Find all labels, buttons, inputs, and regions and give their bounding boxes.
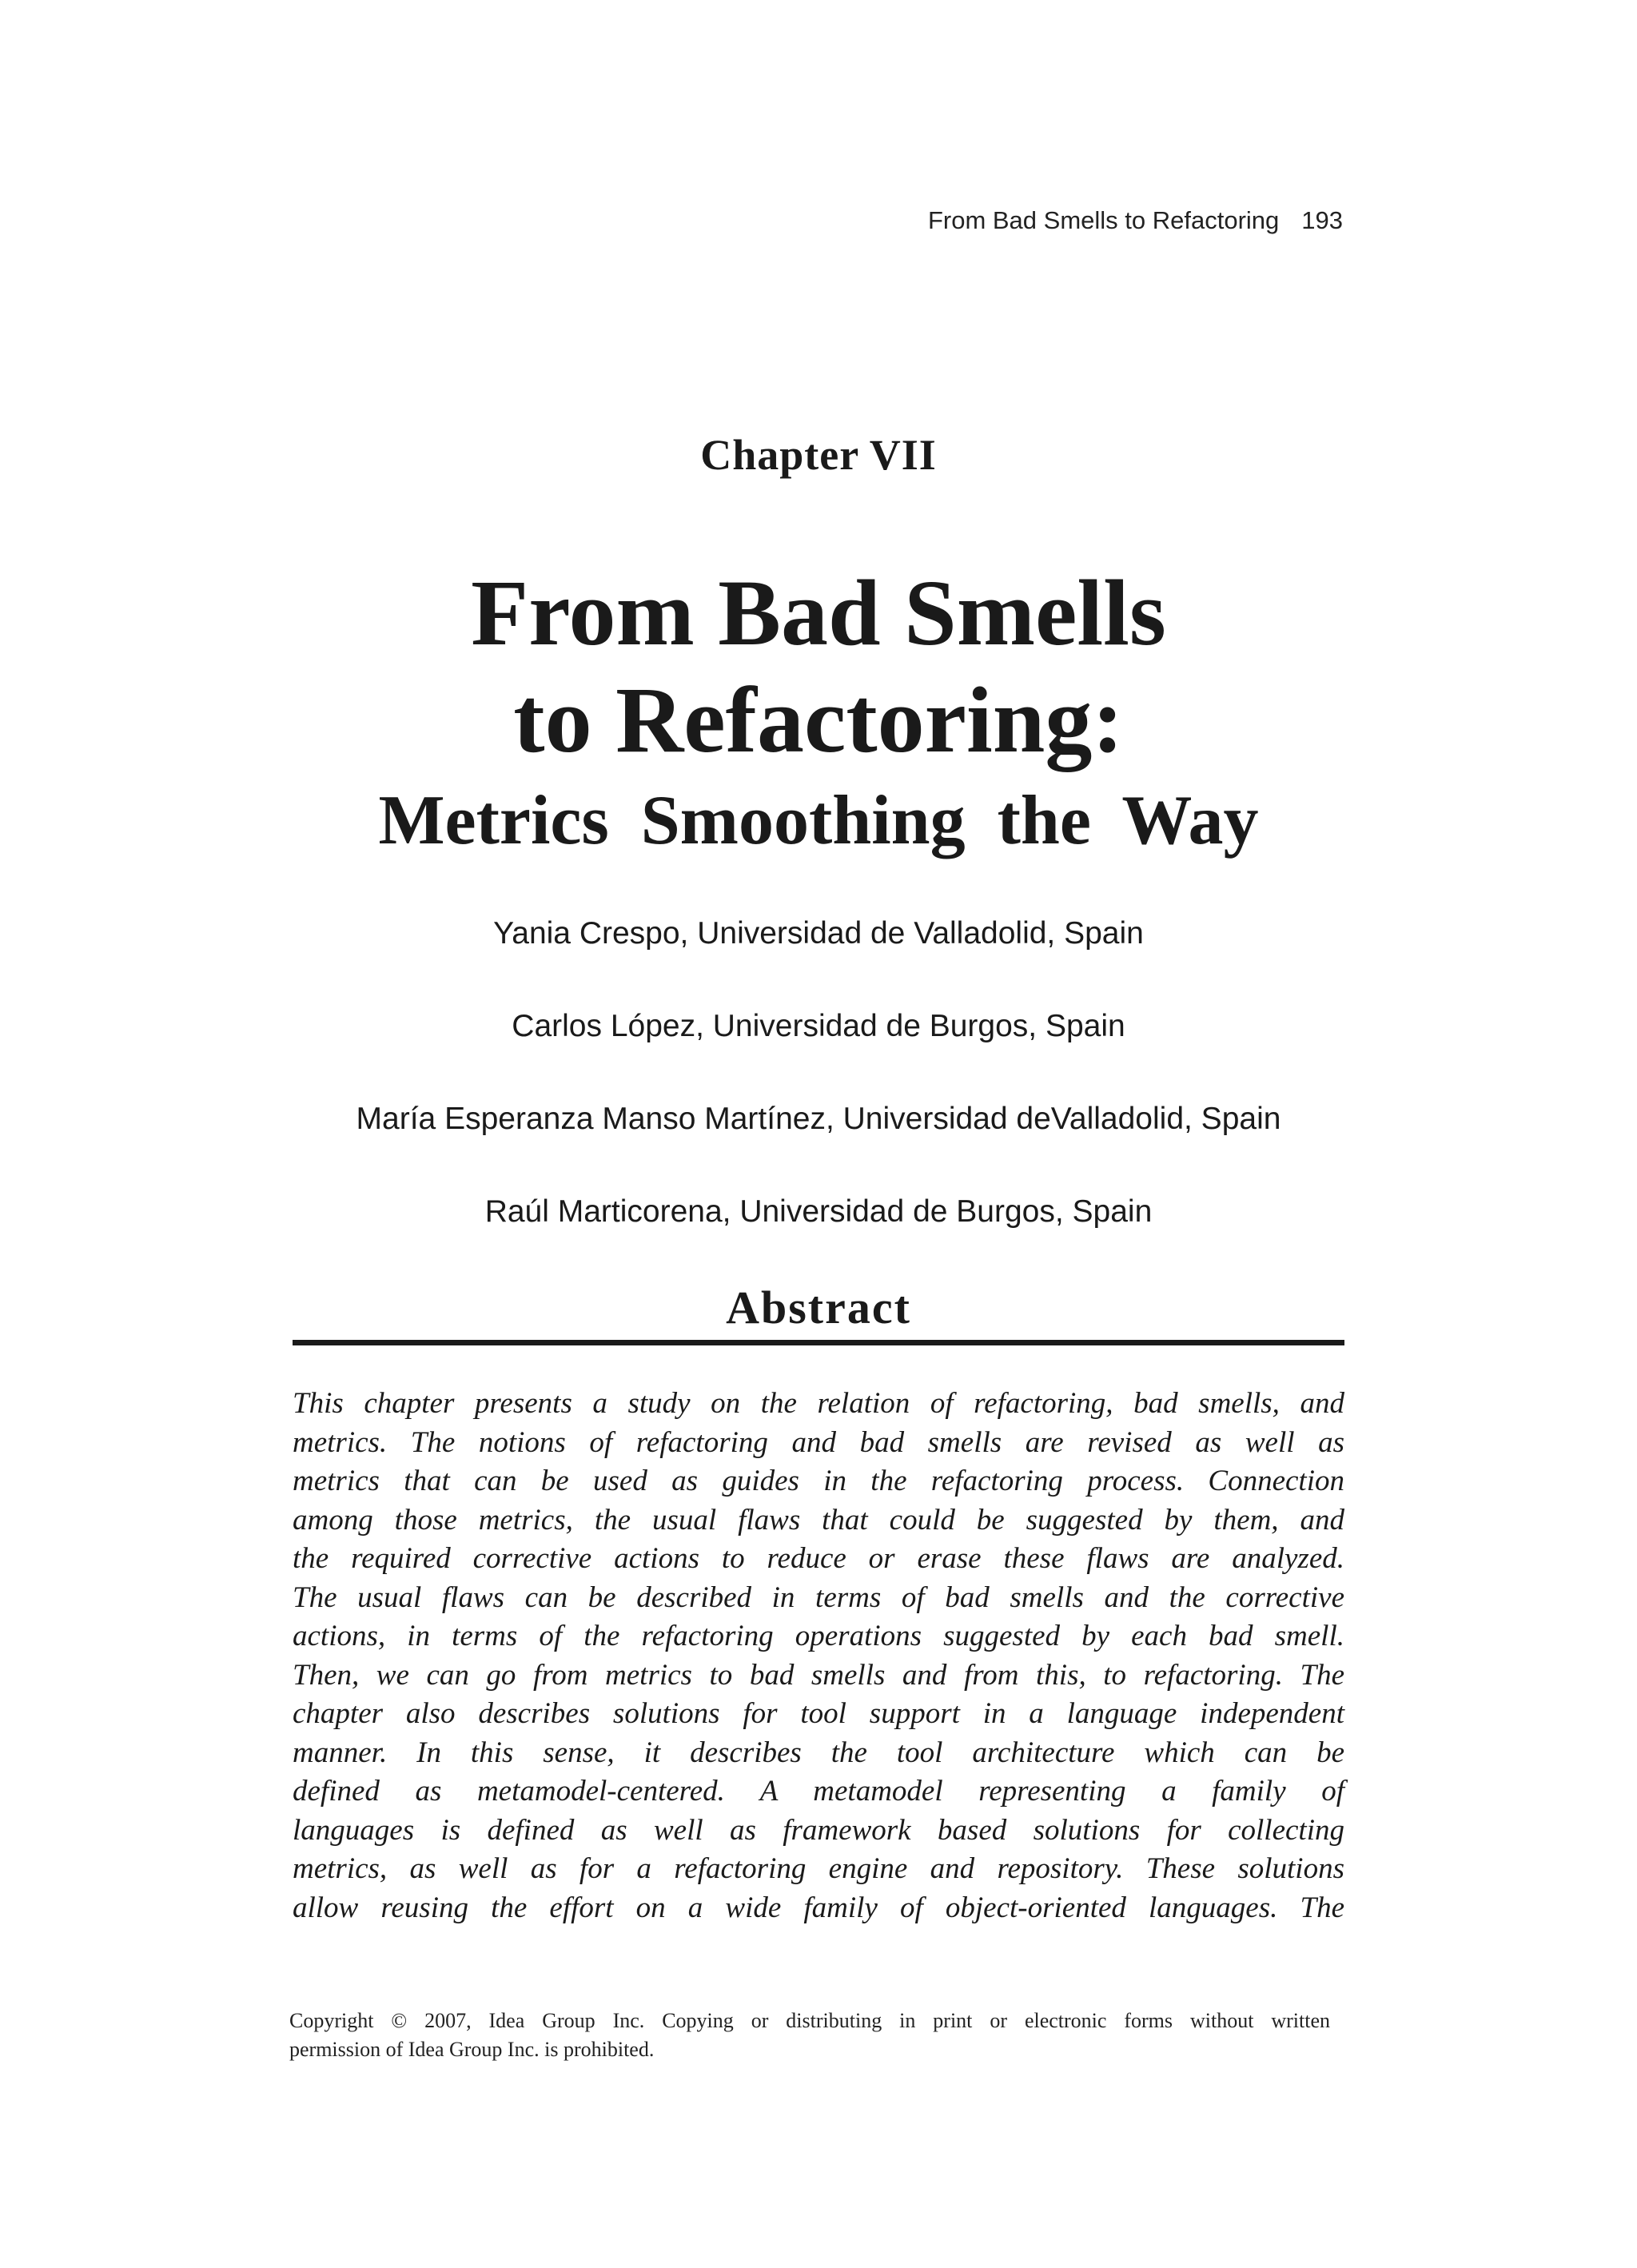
abstract-line: allow reusing the effort on a wide family of object-oriented languages. The [293,1891,1344,1924]
abstract-line: actions, in terms of the refactoring operations suggested by each bad smell. [293,1620,1344,1652]
running-head-title: From Bad Smells to Refactoring [927,206,1280,234]
abstract-line: languages is defined as well as framework based solutions for collecting [293,1813,1344,1847]
abstract-text [293,1385,1344,1927]
author-affiliation: Raúl Marticorena, Universidad de Burgos, Spain [484,1194,1153,1229]
copyright-line: Copyright © 2007, Idea Group Inc. Copying or distributing in print or electronic forms without written [289,2009,1330,2032]
author-affiliation: Yania Crespo, Universidad de Valladolid, Spain [493,916,1144,951]
author-affiliation: Carlos López, Universidad de Burgos, Spain [512,1009,1125,1043]
abstract-divider [293,1340,1344,1345]
page-number: 193 [1301,206,1343,234]
title-line-1: From Bad Smells [471,560,1166,665]
chapter-subtitle: Metrics Smoothing the Way [378,782,1259,859]
chapter-title [0,560,1637,865]
copyright-line: permission of Idea Group Inc. is prohibited. [289,2038,655,2061]
copyright-notice [289,2007,1330,2064]
abstract-line: The usual flaws can be described in terms of bad smells and the corrective [293,1580,1344,1614]
abstract-line: among those metrics, the usual flaws that could be suggested by them, and [293,1503,1344,1537]
chapter-label: Chapter VII [700,431,937,479]
author-list [0,910,1637,1281]
abstract-heading: Abstract [726,1281,911,1333]
title-line-2: to Refactoring: [513,668,1124,772]
abstract-line: metrics. The notions of refactoring and bad smells are revised as well as [293,1425,1344,1459]
abstract-line: defined as metamodel-centered. A metamodel representing a family of [293,1775,1344,1808]
abstract-line: Then, we can go from metrics to bad smells and from this, to refactoring. The [293,1658,1344,1692]
abstract-line: metrics, as well as for a refactoring engine and repository. These solutions [293,1852,1344,1885]
abstract-line: metrics that can be used as guides in the refactoring process. Connection [293,1465,1344,1497]
abstract-line: chapter also describes solutions for tool support in a language independent [293,1697,1344,1730]
abstract-line: the required corrective actions to reduce or erase these flaws are analyzed. [293,1542,1344,1575]
abstract-line: This chapter presents a study on the relation of refactoring, bad smells, and [293,1387,1344,1420]
running-head [928,206,1343,235]
abstract-line: manner. In this sense, it describes the tool architecture which can be [293,1736,1344,1769]
author-affiliation: María Esperanza Manso Martínez, Universidad deValladolid, Spain [356,1102,1281,1136]
